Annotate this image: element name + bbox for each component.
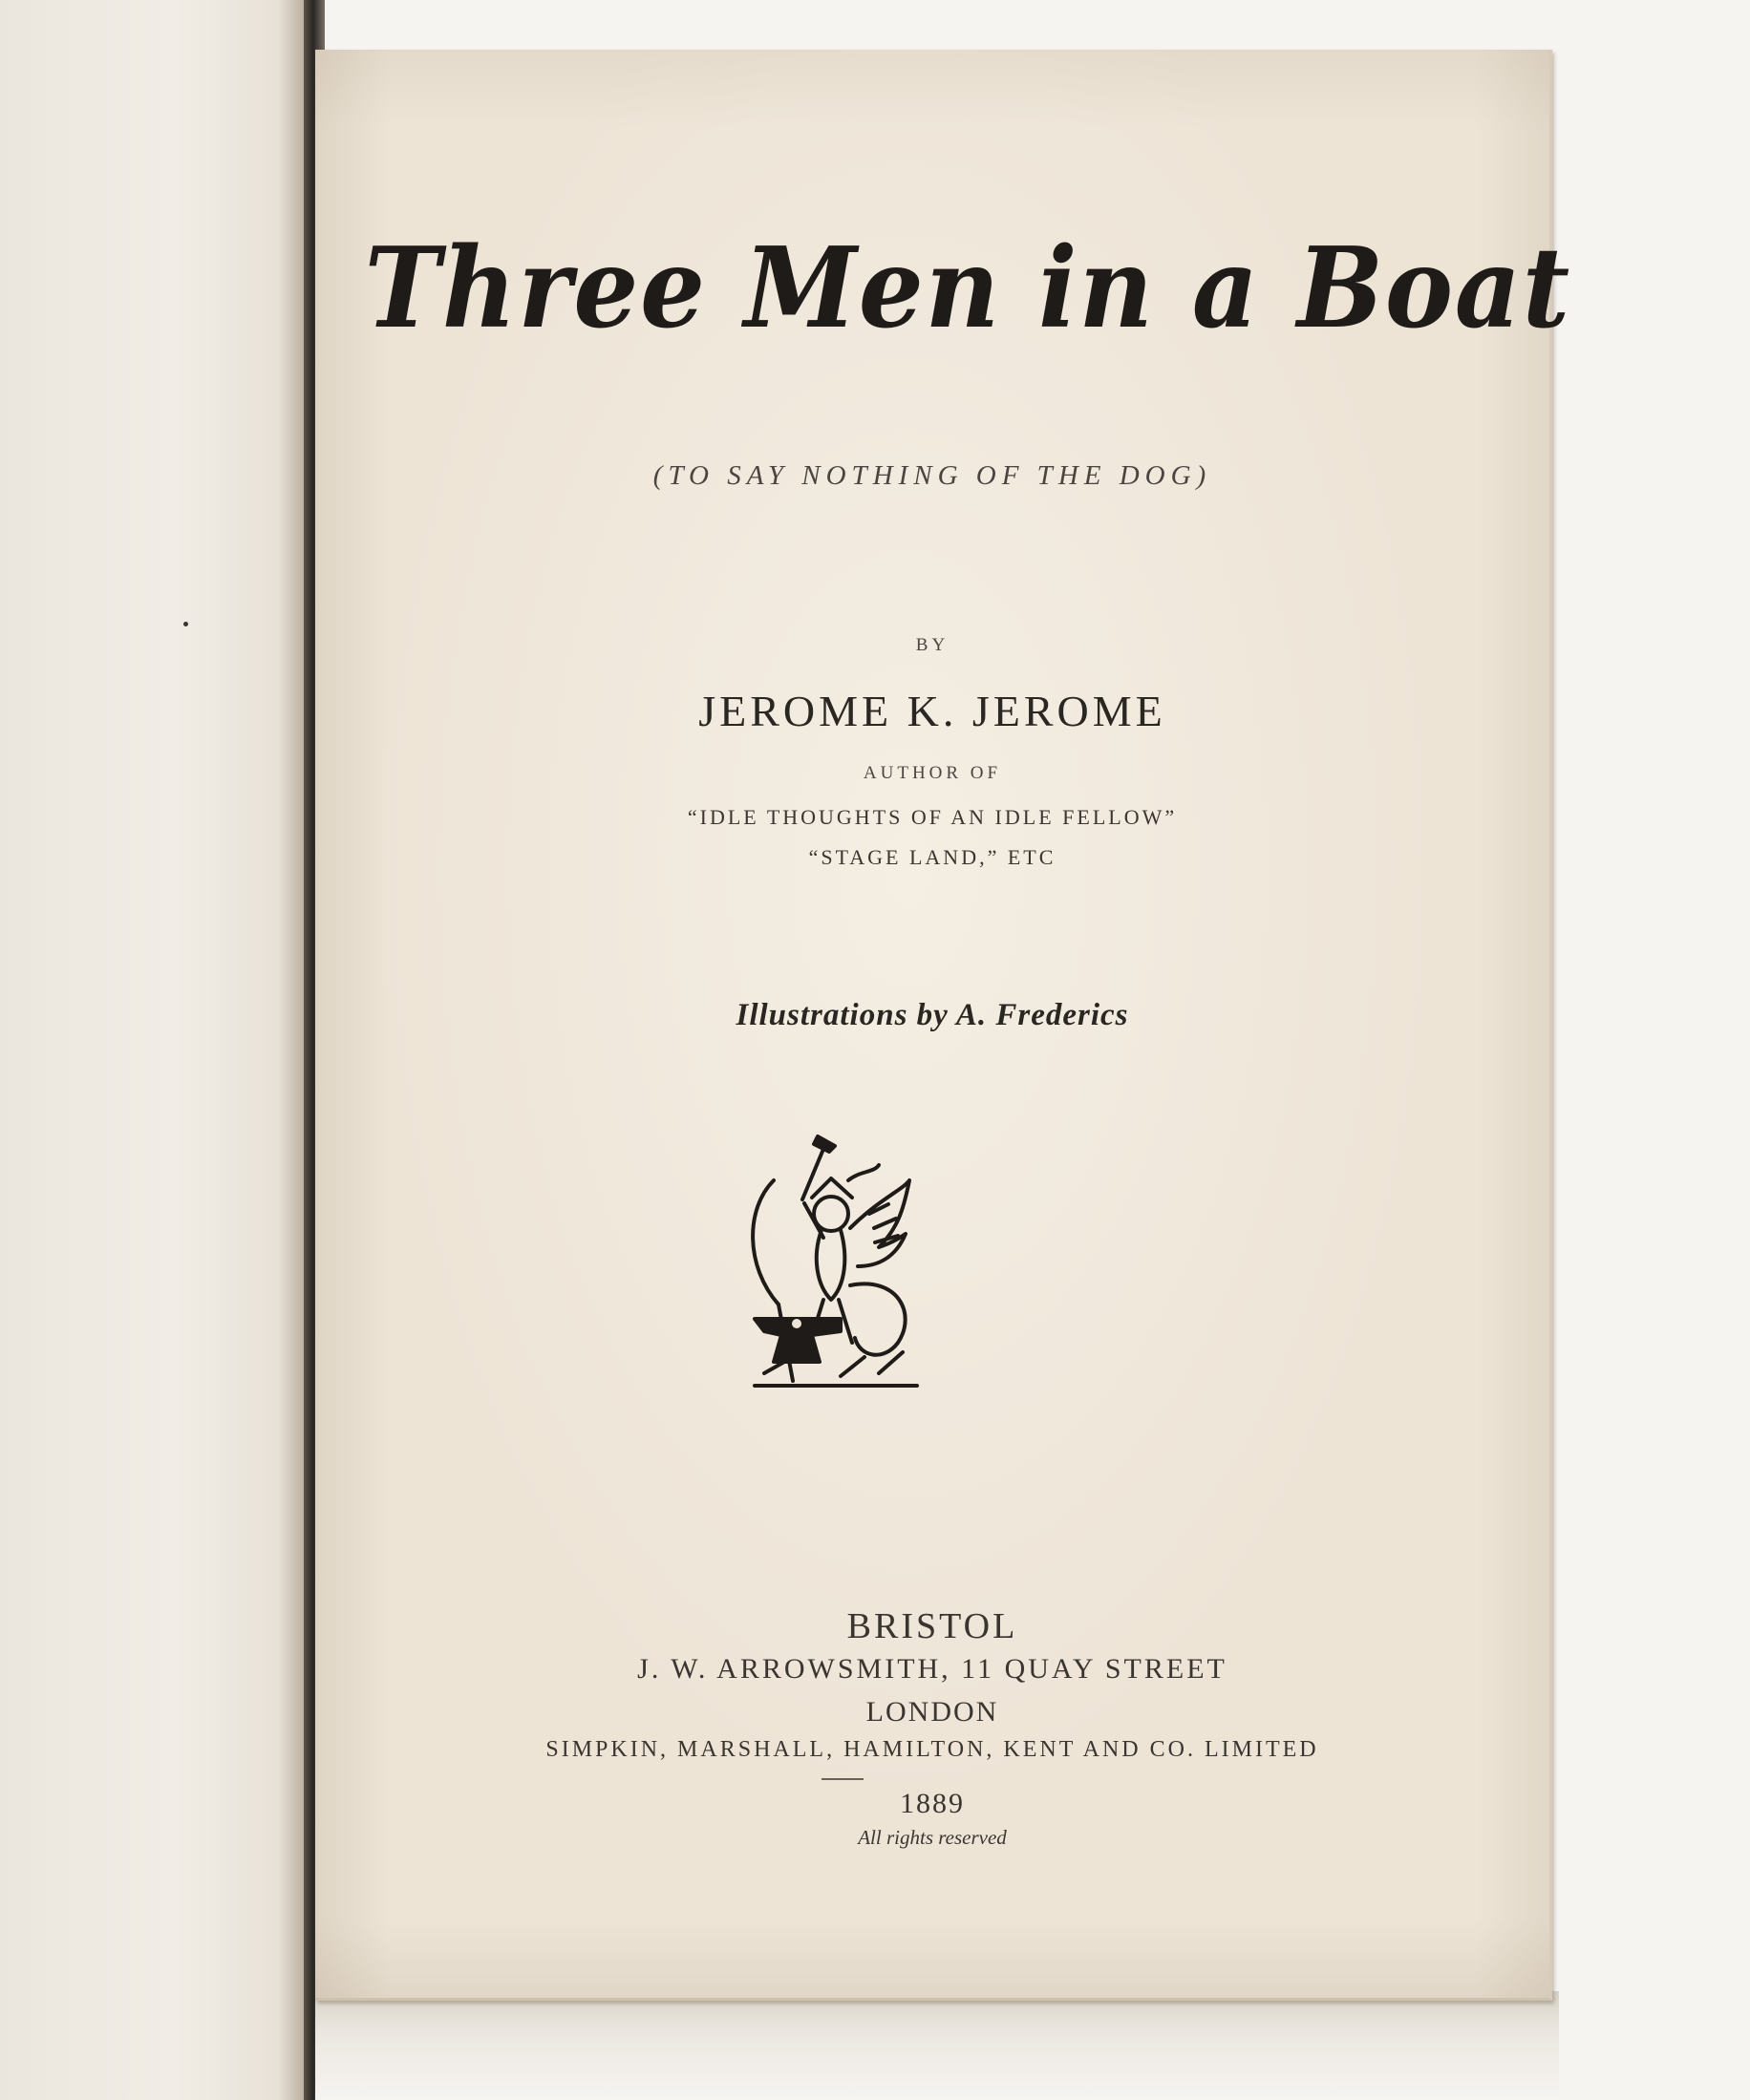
imprint-publisher-2: SIMPKIN, MARSHALL, HAMILTON, KENT AND CO. LIMITED <box>545 1737 1319 1762</box>
book-subtitle: (TO SAY NOTHING OF THE DOG) <box>652 460 1212 491</box>
imprint-rule <box>822 1778 864 1780</box>
by-line: BY <box>915 635 950 655</box>
rights-notice: All rights reserved <box>858 1826 1007 1849</box>
previous-work: “IDLE THOUGHTS OF AN IDLE FELLOW” <box>687 805 1178 829</box>
left-facing-page <box>0 0 315 2100</box>
imprint-publisher: J. W. ARROWSMITH, 11 QUAY STREET <box>637 1653 1227 1685</box>
smith-with-anvil-device-icon <box>736 1123 927 1400</box>
author-name: JEROME K. JEROME <box>698 687 1166 735</box>
illustrations-credit: Illustrations by A. Frederics <box>736 998 1129 1032</box>
imprint-year: 1889 <box>900 1788 965 1819</box>
imprint-city-2: LONDON <box>865 1696 999 1728</box>
paper-speck <box>183 622 188 626</box>
cover-board-edge <box>315 1991 1559 2100</box>
author-of-label: AUTHOR OF <box>863 763 1002 783</box>
book-title: Three Men in a Boat <box>364 223 1572 353</box>
title-page <box>315 50 1572 2001</box>
previous-work: “STAGE LAND,” ETC <box>808 845 1056 869</box>
imprint-city: BRISTOL <box>846 1606 1018 1646</box>
